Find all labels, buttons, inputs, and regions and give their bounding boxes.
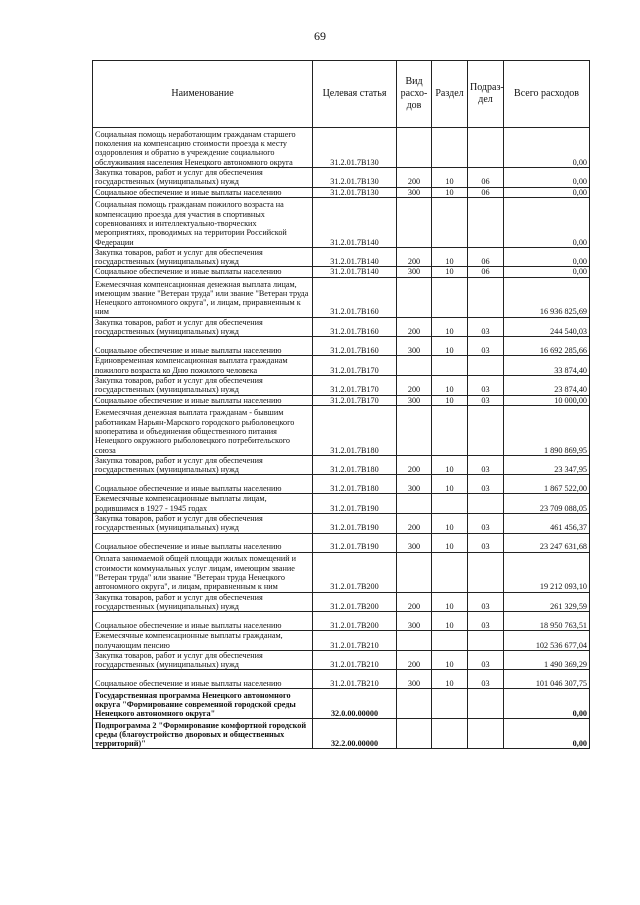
cell-subsection: 03 xyxy=(468,592,504,612)
cell-name: Оплата занимаемой общей площади жилых помещений и стоимости коммунальных услуг лицам, имеющим звание "Ветеран труда" или звание "Ветеран труда Ненецкого автономного округа", и лицам, приравненным к ним xyxy=(93,552,313,592)
cell-name: Закупка товаров, работ и услуг для обеспечения государственных (муниципальных) нужд xyxy=(93,375,313,395)
cell-type xyxy=(397,405,432,455)
cell-name: Ежемесячная компенсационная денежная выплата лицам, имеющим звание "Ветеран труда" или звание "Ветеран труда Ненецкого автономного округа", и лицам, приравненным к ним xyxy=(93,277,313,317)
cell-code: 31.2.01.7В190 xyxy=(313,494,397,514)
cell-code: 31.2.01.7В170 xyxy=(313,375,397,395)
table-row xyxy=(93,533,590,552)
cell-subsection: 03 xyxy=(468,650,504,670)
cell-total: 19 212 093,10 xyxy=(504,552,590,592)
cell-section xyxy=(432,494,468,514)
cell-subsection: 06 xyxy=(468,168,504,188)
cell-subsection: 03 xyxy=(468,514,504,534)
cell-code: 31.2.01.7В190 xyxy=(313,514,397,534)
cell-subsection: 06 xyxy=(468,267,504,277)
cell-name: Закупка товаров, работ и услуг для обеспечения государственных (муниципальных) нужд xyxy=(93,317,313,337)
cell-section: 10 xyxy=(432,168,468,188)
cell-type: 200 xyxy=(397,455,432,475)
cell-total: 0,00 xyxy=(504,168,590,188)
cell-subsection xyxy=(468,719,504,749)
cell-name: Социальное обеспечение и иные выплаты населению xyxy=(93,267,313,277)
cell-name: Социальное обеспечение и иные выплаты населению xyxy=(93,475,313,494)
cell-section: 10 xyxy=(432,612,468,631)
table-row xyxy=(93,475,590,494)
header-section: Раздел xyxy=(432,61,468,128)
cell-subsection: 03 xyxy=(468,475,504,494)
cell-name: Ежемесячные компенсационные выплаты гражданам, получающим пенсию xyxy=(93,631,313,651)
table-row xyxy=(93,455,590,475)
table-row xyxy=(93,631,590,651)
cell-name: Закупка товаров, работ и услуг для обеспечения государственных (муниципальных) нужд xyxy=(93,247,313,267)
table-row xyxy=(93,247,590,267)
cell-section xyxy=(432,631,468,651)
cell-type xyxy=(397,552,432,592)
table-row xyxy=(93,552,590,592)
cell-subsection: 03 xyxy=(468,670,504,689)
cell-section: 10 xyxy=(432,375,468,395)
cell-name: Социальное обеспечение и иные выплаты населению xyxy=(93,533,313,552)
cell-total: 261 329,59 xyxy=(504,592,590,612)
cell-type: 200 xyxy=(397,168,432,188)
cell-total: 0,00 xyxy=(504,197,590,247)
cell-type: 200 xyxy=(397,375,432,395)
cell-section xyxy=(432,128,468,168)
cell-total: 0,00 xyxy=(504,719,590,749)
cell-subsection xyxy=(468,277,504,317)
cell-type: 200 xyxy=(397,650,432,670)
table-row xyxy=(93,592,590,612)
table-row xyxy=(93,612,590,631)
cell-subsection: 06 xyxy=(468,247,504,267)
cell-section xyxy=(432,277,468,317)
cell-section: 10 xyxy=(432,475,468,494)
cell-total: 10 000,00 xyxy=(504,395,590,405)
table-body xyxy=(93,128,590,749)
table-row xyxy=(93,670,590,689)
cell-section xyxy=(432,689,468,719)
cell-name: Социальное обеспечение и иные выплаты населению xyxy=(93,670,313,689)
cell-code: 31.2.01.7В190 xyxy=(313,533,397,552)
table-header-row xyxy=(93,61,590,128)
cell-total: 23 247 631,68 xyxy=(504,533,590,552)
cell-name: Ежемесячные компенсационные выплаты лицам, родившимся в 1927 - 1945 годах xyxy=(93,494,313,514)
table-row xyxy=(93,187,590,197)
cell-section: 10 xyxy=(432,592,468,612)
cell-type: 300 xyxy=(397,395,432,405)
cell-type xyxy=(397,689,432,719)
cell-section xyxy=(432,719,468,749)
cell-name: Подпрограмма 2 "Формирование комфортной городской среды (благоустройство дворовых и общественных территорий)" xyxy=(93,719,313,749)
cell-type: 300 xyxy=(397,337,432,356)
cell-total: 23 709 088,05 xyxy=(504,494,590,514)
cell-section: 10 xyxy=(432,187,468,197)
cell-total: 244 540,03 xyxy=(504,317,590,337)
cell-section: 10 xyxy=(432,533,468,552)
cell-type xyxy=(397,128,432,168)
cell-code: 31.2.01.7В140 xyxy=(313,197,397,247)
cell-type xyxy=(397,719,432,749)
cell-total: 0,00 xyxy=(504,247,590,267)
cell-name: Социальная помощь гражданам пожилого возраста на компенсацию проезда для участия в спортивных соревнованиях и интеллектуально-творческих мероприятиях, проводимых на территории Российской Федерации xyxy=(93,197,313,247)
cell-code: 31.2.01.7В130 xyxy=(313,168,397,188)
cell-type: 200 xyxy=(397,514,432,534)
cell-type: 300 xyxy=(397,267,432,277)
cell-name: Закупка товаров, работ и услуг для обеспечения государственных (муниципальных) нужд xyxy=(93,650,313,670)
cell-code: 31.2.01.7В160 xyxy=(313,277,397,317)
cell-type: 300 xyxy=(397,475,432,494)
table-row xyxy=(93,395,590,405)
cell-subsection: 03 xyxy=(468,317,504,337)
cell-code: 31.2.01.7В170 xyxy=(313,356,397,376)
cell-code: 31.2.01.7В210 xyxy=(313,650,397,670)
cell-type: 200 xyxy=(397,247,432,267)
cell-name: Социальное обеспечение и иные выплаты населению xyxy=(93,612,313,631)
cell-section xyxy=(432,552,468,592)
header-target: Целевая статья xyxy=(313,61,397,128)
table-row xyxy=(93,168,590,188)
cell-name: Ежемесячная денежная выплата гражданам - бывшим работникам Нарьян-Марского городского рыболовецкого кооператива и объединения общественного питания Ненецкого окружного рыболовецкого потребительского союза xyxy=(93,405,313,455)
cell-total: 16 692 285,66 xyxy=(504,337,590,356)
table-row xyxy=(93,650,590,670)
table-row xyxy=(93,197,590,247)
header-name: Наименование xyxy=(93,61,313,128)
cell-subsection: 03 xyxy=(468,455,504,475)
cell-subsection: 03 xyxy=(468,375,504,395)
cell-name: Закупка товаров, работ и услуг для обеспечения государственных (муниципальных) нужд xyxy=(93,455,313,475)
cell-code: 32.2.00.00000 xyxy=(313,719,397,749)
cell-name: Государственная программа Ненецкого автономного округа "Формирование современной городской среды Ненецкого автономного округа" xyxy=(93,689,313,719)
table-row xyxy=(93,375,590,395)
table-row xyxy=(93,277,590,317)
cell-subsection: 03 xyxy=(468,337,504,356)
cell-total: 33 874,40 xyxy=(504,356,590,376)
header-subsection: Подраз- дел xyxy=(468,61,504,128)
cell-name: Закупка товаров, работ и услуг для обеспечения государственных (муниципальных) нужд xyxy=(93,514,313,534)
cell-type: 300 xyxy=(397,187,432,197)
cell-subsection xyxy=(468,631,504,651)
cell-type xyxy=(397,197,432,247)
cell-total: 102 536 677,04 xyxy=(504,631,590,651)
cell-type: 300 xyxy=(397,612,432,631)
cell-section: 10 xyxy=(432,267,468,277)
cell-code: 31.2.01.7В200 xyxy=(313,612,397,631)
table-row xyxy=(93,337,590,356)
cell-code: 31.2.01.7В200 xyxy=(313,592,397,612)
table-row xyxy=(93,356,590,376)
cell-section xyxy=(432,405,468,455)
cell-type xyxy=(397,494,432,514)
cell-name: Социальное обеспечение и иные выплаты населению xyxy=(93,337,313,356)
cell-type: 200 xyxy=(397,317,432,337)
cell-code: 31.2.01.7В200 xyxy=(313,552,397,592)
cell-subsection: 03 xyxy=(468,612,504,631)
budget-table xyxy=(92,60,590,749)
cell-section: 10 xyxy=(432,514,468,534)
cell-type: 300 xyxy=(397,670,432,689)
cell-name: Закупка товаров, работ и услуг для обеспечения государственных (муниципальных) нужд xyxy=(93,168,313,188)
cell-total: 0,00 xyxy=(504,128,590,168)
cell-type xyxy=(397,277,432,317)
cell-section: 10 xyxy=(432,455,468,475)
cell-code: 31.2.01.7В140 xyxy=(313,247,397,267)
cell-total: 101 046 307,75 xyxy=(504,670,590,689)
cell-subsection xyxy=(468,128,504,168)
cell-code: 32.0.00.00000 xyxy=(313,689,397,719)
cell-total: 23 874,40 xyxy=(504,375,590,395)
cell-type xyxy=(397,356,432,376)
cell-name: Закупка товаров, работ и услуг для обеспечения государственных (муниципальных) нужд xyxy=(93,592,313,612)
cell-total: 0,00 xyxy=(504,689,590,719)
cell-section: 10 xyxy=(432,317,468,337)
cell-total: 1 490 369,29 xyxy=(504,650,590,670)
cell-name: Социальная помощь неработающим гражданам старшего поколения на компенсацию стоимости проезда к месту оздоровления и обратно в учреждение социального обслуживания населения Ненецкого автономного округа xyxy=(93,128,313,168)
cell-code: 31.2.01.7В140 xyxy=(313,267,397,277)
cell-total: 1 867 522,00 xyxy=(504,475,590,494)
table-row xyxy=(93,405,590,455)
cell-subsection xyxy=(468,494,504,514)
cell-code: 31.2.01.7В180 xyxy=(313,405,397,455)
cell-code: 31.2.01.7В130 xyxy=(313,128,397,168)
table-row xyxy=(93,317,590,337)
cell-code: 31.2.01.7В160 xyxy=(313,317,397,337)
cell-subsection: 03 xyxy=(468,533,504,552)
cell-code: 31.2.01.7В180 xyxy=(313,455,397,475)
cell-name: Единовременная компенсационная выплата гражданам пожилого возраста ко Дню пожилого человека xyxy=(93,356,313,376)
table-row xyxy=(93,719,590,749)
cell-total: 16 936 825,69 xyxy=(504,277,590,317)
header-total: Всего расходов xyxy=(504,61,590,128)
cell-code: 31.2.01.7В130 xyxy=(313,187,397,197)
cell-subsection xyxy=(468,197,504,247)
cell-subsection: 03 xyxy=(468,395,504,405)
cell-code: 31.2.01.7В180 xyxy=(313,475,397,494)
cell-subsection xyxy=(468,552,504,592)
cell-total: 0,00 xyxy=(504,267,590,277)
cell-total: 0,00 xyxy=(504,187,590,197)
table-row xyxy=(93,514,590,534)
table-row xyxy=(93,494,590,514)
cell-total: 1 890 869,95 xyxy=(504,405,590,455)
cell-total: 23 347,95 xyxy=(504,455,590,475)
cell-code: 31.2.01.7В160 xyxy=(313,337,397,356)
cell-subsection: 06 xyxy=(468,187,504,197)
cell-name: Социальное обеспечение и иные выплаты населению xyxy=(93,187,313,197)
cell-section xyxy=(432,356,468,376)
cell-total: 18 950 763,51 xyxy=(504,612,590,631)
cell-type xyxy=(397,631,432,651)
cell-code: 31.2.01.7В210 xyxy=(313,670,397,689)
cell-section: 10 xyxy=(432,337,468,356)
cell-section: 10 xyxy=(432,395,468,405)
cell-total: 461 456,37 xyxy=(504,514,590,534)
cell-section: 10 xyxy=(432,247,468,267)
cell-type: 300 xyxy=(397,533,432,552)
cell-name: Социальное обеспечение и иные выплаты населению xyxy=(93,395,313,405)
header-expense-type: Вид расхо- дов xyxy=(397,61,432,128)
cell-subsection xyxy=(468,689,504,719)
cell-subsection xyxy=(468,405,504,455)
cell-code: 31.2.01.7В170 xyxy=(313,395,397,405)
cell-section: 10 xyxy=(432,650,468,670)
cell-section: 10 xyxy=(432,670,468,689)
cell-type: 200 xyxy=(397,592,432,612)
table-row xyxy=(93,689,590,719)
table-row xyxy=(93,128,590,168)
cell-subsection xyxy=(468,356,504,376)
table-row xyxy=(93,267,590,277)
cell-code: 31.2.01.7В210 xyxy=(313,631,397,651)
cell-section xyxy=(432,197,468,247)
page-number: 69 xyxy=(314,29,326,43)
